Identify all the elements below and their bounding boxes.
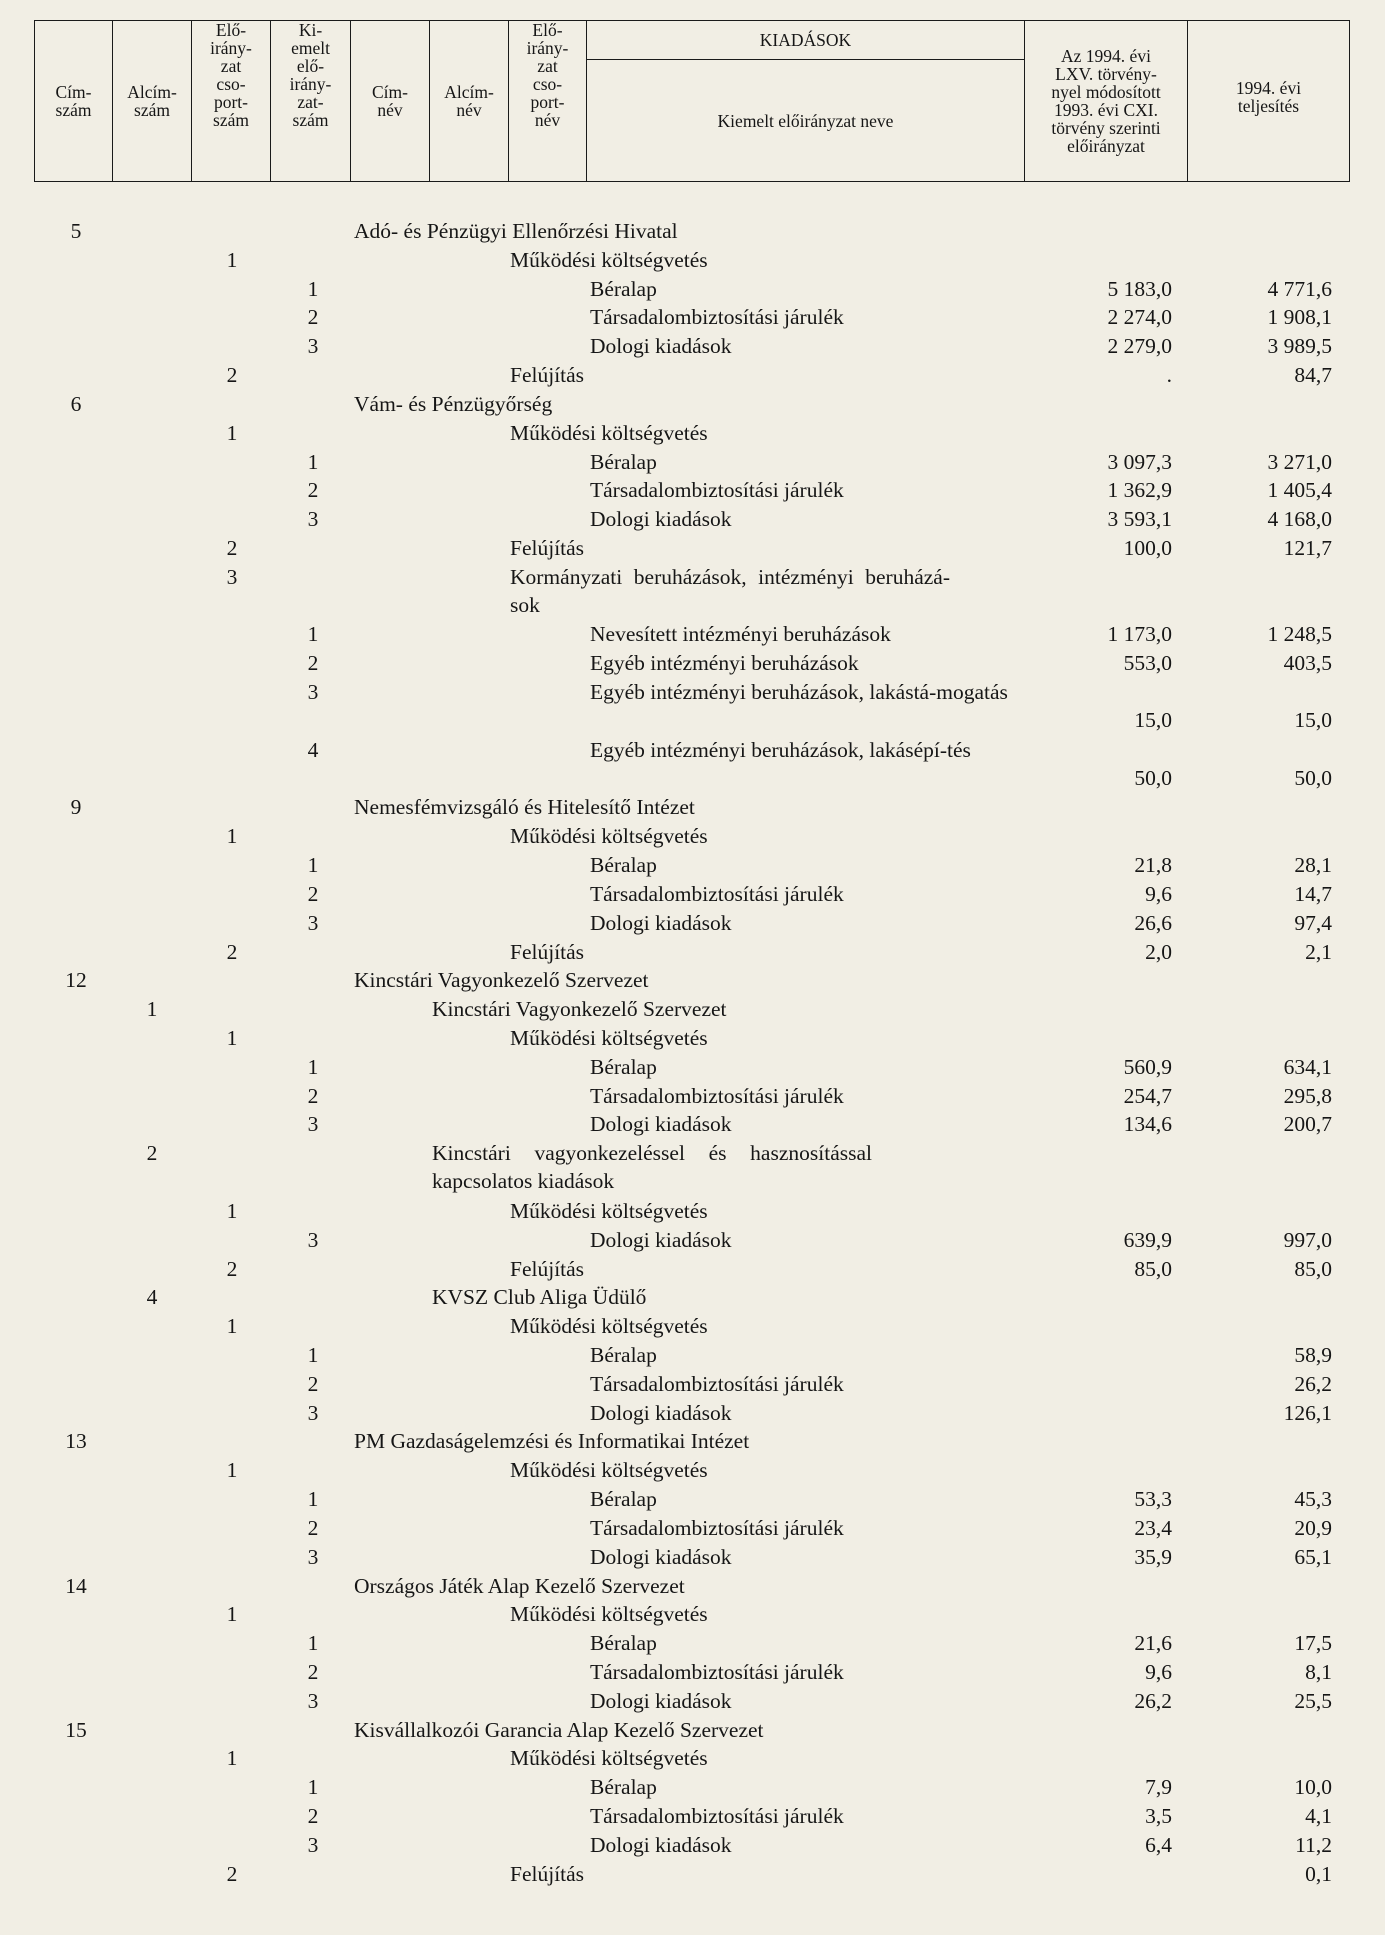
- kiemelt-eloiranyzat-number: 3: [307, 1112, 319, 1137]
- teljesites-value: 1 405,4: [1267, 478, 1332, 503]
- eloiranyzat-value: 21,8: [1134, 853, 1172, 878]
- eloiranyzat-value: 639,9: [1123, 1227, 1172, 1252]
- item-name: Dologi kiadások: [590, 334, 732, 359]
- item-name: Kincstári Vagyonkezelő Szervezet: [354, 968, 649, 993]
- table-row: [0, 217, 1385, 245]
- eloiranyzat-value: 2,0: [1145, 939, 1172, 964]
- item-name: Társadalombiztosítási járulék: [590, 305, 844, 330]
- table-row: [0, 1543, 1385, 1571]
- header-alcim-szam: Alcím- szám: [113, 21, 192, 182]
- kiemelt-eloiranyzat-number: 3: [307, 334, 319, 359]
- table-row: [0, 275, 1385, 303]
- header-eloiranyzat-csoport-nev: Elő- irány- zat cso- port- név: [509, 21, 587, 182]
- table-row: [0, 1658, 1385, 1686]
- table-row: [0, 1629, 1385, 1657]
- table-row: [0, 476, 1385, 504]
- kiemelt-eloiranyzat-number: 1: [307, 449, 319, 474]
- kiemelt-eloiranyzat-number: 1: [307, 1487, 319, 1512]
- teljesites-value: 85,0: [1294, 1256, 1332, 1281]
- header-alcim-nev: Alcím- név: [430, 21, 509, 182]
- item-name: Egyéb intézményi beruházások, lakástá-mogatás: [590, 680, 1008, 705]
- kiemelt-eloiranyzat-number: 2: [307, 1660, 319, 1684]
- table-row: [0, 1716, 1385, 1744]
- item-name: Nevesített intézményi beruházások: [590, 622, 891, 647]
- eloiranyzat-value: 26,6: [1134, 910, 1172, 935]
- item-name: PM Gazdaságelemzési és Informatikai Intézet: [354, 1429, 750, 1454]
- table-row: [0, 332, 1385, 360]
- eloiranyzat-value: 1 362,9: [1107, 478, 1172, 503]
- item-name: Kincstári Vagyonkezelő Szervezet: [432, 997, 727, 1022]
- item-name: Béralap: [590, 1487, 657, 1512]
- alcim-number: 2: [146, 1141, 158, 1166]
- kiemelt-eloiranyzat-number: 1: [307, 853, 319, 878]
- table-row: [0, 1053, 1385, 1081]
- cim-number: 13: [65, 1429, 87, 1454]
- item-name: Társadalombiztosítási járulék: [590, 1083, 844, 1108]
- table-row: [0, 419, 1385, 447]
- item-name: Béralap: [590, 1054, 657, 1079]
- kiemelt-eloiranyzat-number: 1: [307, 1775, 319, 1800]
- table-row: [0, 1802, 1385, 1830]
- eloiranyzat-value: .: [1166, 363, 1172, 388]
- eloiranyzat-csoport-number: 1: [226, 247, 238, 272]
- table-row: [0, 448, 1385, 476]
- kiemelt-eloiranyzat-number: 2: [307, 881, 319, 906]
- teljesites-value: 3 989,5: [1267, 334, 1332, 359]
- table-row: [0, 1687, 1385, 1715]
- table-row: [0, 505, 1385, 533]
- item-name: Dologi kiadások: [590, 910, 732, 935]
- eloiranyzat-csoport-number: 1: [226, 1025, 238, 1050]
- eloiranyzat-value: 6,4: [1145, 1832, 1172, 1857]
- teljesites-value: 997,0: [1283, 1227, 1332, 1252]
- item-name: Társadalombiztosítási járulék: [590, 881, 844, 906]
- teljesites-value: 295,8: [1283, 1083, 1332, 1108]
- item-name: Dologi kiadások: [590, 1544, 732, 1569]
- header-kiadasok: KIADÁSOK: [587, 21, 1025, 60]
- table-row: [0, 563, 1385, 619]
- eloiranyzat-value: 21,6: [1134, 1631, 1172, 1656]
- item-name: KVSZ Club Aliga Üdülő: [432, 1285, 647, 1310]
- header-teljesites: 1994. évi teljesítés: [1188, 21, 1350, 182]
- table-row: [0, 1514, 1385, 1542]
- item-name: Felújítás: [510, 536, 585, 561]
- item-name: Kormányzati beruházások, intézményi beruházá-sok: [510, 564, 950, 617]
- item-name: Működési költségvetés: [510, 1314, 708, 1339]
- table-row: [0, 361, 1385, 389]
- table-row: [0, 1456, 1385, 1484]
- eloiranyzat-value: 3 593,1: [1107, 507, 1172, 532]
- table-row: [0, 1860, 1385, 1888]
- kiemelt-eloiranyzat-number: 1: [307, 1342, 319, 1367]
- item-name: Társadalombiztosítási járulék: [590, 1515, 844, 1540]
- table-row: [0, 390, 1385, 418]
- table-row: [0, 1024, 1385, 1052]
- table-row: [0, 1283, 1385, 1311]
- eloiranyzat-value: 9,6: [1145, 881, 1172, 906]
- cim-number: 5: [70, 219, 82, 243]
- eloiranyzat-value: 2 279,0: [1107, 334, 1172, 359]
- teljesites-value: 28,1: [1294, 853, 1332, 878]
- item-name: Működési költségvetés: [510, 824, 708, 849]
- kiemelt-eloiranyzat-number: 2: [307, 651, 319, 676]
- kiemelt-eloiranyzat-number: 3: [307, 1227, 319, 1252]
- table-row: [0, 1773, 1385, 1801]
- teljesites-value: 403,5: [1283, 651, 1332, 676]
- eloiranyzat-value: 15,0: [1134, 708, 1172, 733]
- teljesites-value: 4,1: [1305, 1804, 1332, 1829]
- item-name: Felújítás: [510, 363, 585, 388]
- eloiranyzat-value: 85,0: [1134, 1256, 1172, 1281]
- item-name: Társadalombiztosítási járulék: [590, 1371, 844, 1396]
- eloiranyzat-csoport-number: 2: [226, 1256, 238, 1281]
- table-row: [0, 534, 1385, 562]
- item-name: Béralap: [590, 1775, 657, 1800]
- teljesites-value: 50,0: [1294, 765, 1332, 790]
- eloiranyzat-value: 35,9: [1134, 1544, 1172, 1569]
- teljesites-value: 15,0: [1294, 708, 1332, 733]
- teljesites-value: 45,3: [1294, 1487, 1332, 1512]
- table-row: [0, 1572, 1385, 1600]
- table-row: [0, 1485, 1385, 1513]
- teljesites-value: 2,1: [1305, 939, 1332, 964]
- eloiranyzat-csoport-number: 2: [226, 1861, 238, 1886]
- eloiranyzat-value: 23,4: [1134, 1515, 1172, 1540]
- item-name: Felújítás: [510, 1256, 585, 1281]
- table-row: [0, 1600, 1385, 1628]
- item-name: Béralap: [590, 276, 657, 301]
- item-name: Vám- és Pénzügyőrség: [354, 391, 553, 416]
- table-row: [0, 649, 1385, 677]
- eloiranyzat-csoport-number: 2: [226, 363, 238, 388]
- kiemelt-eloiranyzat-number: 3: [307, 507, 319, 532]
- item-name: Dologi kiadások: [590, 1112, 732, 1137]
- eloiranyzat-value: 1 173,0: [1107, 622, 1172, 647]
- teljesites-value: 0,1: [1305, 1861, 1332, 1886]
- item-name: Működési költségvetés: [510, 1746, 708, 1771]
- table-row: [0, 880, 1385, 908]
- eloiranyzat-value: 5 183,0: [1107, 276, 1172, 301]
- kiemelt-eloiranyzat-number: 3: [307, 1688, 319, 1713]
- header-cim-szam: Cím- szám: [35, 21, 113, 182]
- table-row: [0, 1312, 1385, 1340]
- table-row: [0, 995, 1385, 1023]
- kiemelt-eloiranyzat-number: 3: [307, 680, 319, 705]
- cim-number: 15: [65, 1717, 87, 1742]
- item-name: Dologi kiadások: [590, 1832, 732, 1857]
- table-row: [0, 736, 1385, 792]
- teljesites-value: 126,1: [1283, 1400, 1332, 1425]
- eloiranyzat-value: 7,9: [1145, 1775, 1172, 1800]
- eloiranyzat-value: 553,0: [1123, 651, 1172, 676]
- table-row: [0, 246, 1385, 274]
- table-row: [0, 966, 1385, 994]
- table-row: [0, 1255, 1385, 1283]
- kiemelt-eloiranyzat-number: 1: [307, 1054, 319, 1079]
- table-row: [0, 1744, 1385, 1772]
- eloiranyzat-csoport-number: 1: [226, 1458, 238, 1483]
- kiemelt-eloiranyzat-number: 3: [307, 1544, 319, 1569]
- table-row: [0, 822, 1385, 850]
- header-modositott-eloiranyzat: Az 1994. évi LXV. törvény- nyel módosított 1993. évi CXI. törvény szerinti előirányzat: [1025, 21, 1188, 182]
- item-name: Kincstári vagyonkezeléssel és hasznosítással kapcsolatos kiadások: [432, 1141, 872, 1194]
- table-row: [0, 1082, 1385, 1110]
- item-name: Működési költségvetés: [510, 420, 708, 445]
- teljesites-value: 10,0: [1294, 1775, 1332, 1800]
- item-name: Felújítás: [510, 939, 585, 964]
- eloiranyzat-value: 3 097,3: [1107, 449, 1172, 474]
- teljesites-value: 4 168,0: [1267, 507, 1332, 532]
- item-name: Működési költségvetés: [510, 1602, 708, 1627]
- table-row: [0, 1831, 1385, 1859]
- teljesites-value: 4 771,6: [1267, 276, 1332, 301]
- table-row: [0, 851, 1385, 879]
- item-name: Működési költségvetés: [510, 247, 708, 272]
- eloiranyzat-value: 254,7: [1123, 1083, 1172, 1108]
- table-row: [0, 1139, 1385, 1195]
- item-name: Felújítás: [510, 1861, 585, 1886]
- kiemelt-eloiranyzat-number: 3: [307, 1400, 319, 1425]
- teljesites-value: 1 908,1: [1267, 305, 1332, 330]
- table-row: [0, 1341, 1385, 1369]
- item-name: Béralap: [590, 1631, 657, 1656]
- eloiranyzat-value: 134,6: [1123, 1112, 1172, 1137]
- eloiranyzat-csoport-number: 2: [226, 939, 238, 964]
- item-name: Társadalombiztosítási járulék: [590, 478, 844, 503]
- table-row: [0, 303, 1385, 331]
- item-name: Béralap: [590, 1342, 657, 1367]
- item-name: Dologi kiadások: [590, 507, 732, 532]
- kiemelt-eloiranyzat-number: 3: [307, 910, 319, 935]
- teljesites-value: 58,9: [1294, 1342, 1332, 1367]
- kiemelt-eloiranyzat-number: 2: [307, 1804, 319, 1829]
- eloiranyzat-csoport-number: 1: [226, 1746, 238, 1771]
- teljesites-value: 14,7: [1294, 881, 1332, 906]
- table-row: [0, 1370, 1385, 1398]
- teljesites-value: 634,1: [1283, 1054, 1332, 1079]
- kiemelt-eloiranyzat-number: 2: [307, 1371, 319, 1396]
- eloiranyzat-csoport-number: 1: [226, 1602, 238, 1627]
- kiemelt-eloiranyzat-number: 2: [307, 1083, 319, 1108]
- header-eloiranyzat-csoport-szam: Elő- irány- zat cso- port- szám: [192, 21, 271, 182]
- item-name: Társadalombiztosítási járulék: [590, 1804, 844, 1829]
- teljesites-value: 3 271,0: [1267, 449, 1332, 474]
- kiemelt-eloiranyzat-number: 1: [307, 622, 319, 647]
- alcim-number: 1: [146, 997, 158, 1022]
- kiemelt-eloiranyzat-number: 3: [307, 1832, 319, 1857]
- item-name: Egyéb intézményi beruházások, lakásépí-tés: [590, 737, 971, 762]
- item-name: Nemesfémvizsgáló és Hitelesítő Intézet: [354, 795, 695, 820]
- kiemelt-eloiranyzat-number: 2: [307, 305, 319, 330]
- item-name: Társadalombiztosítási járulék: [590, 1660, 844, 1684]
- table-row: [0, 1197, 1385, 1225]
- teljesites-value: 20,9: [1294, 1515, 1332, 1540]
- kiemelt-eloiranyzat-number: 2: [307, 1515, 319, 1540]
- eloiranyzat-value: 9,6: [1145, 1660, 1172, 1684]
- item-name: Működési költségvetés: [510, 1458, 708, 1483]
- header-cim-nev: Cím- név: [351, 21, 430, 182]
- teljesites-value: 200,7: [1283, 1112, 1332, 1137]
- cim-number: 14: [65, 1573, 87, 1598]
- alcim-number: 4: [146, 1285, 158, 1310]
- item-name: Dologi kiadások: [590, 1227, 732, 1252]
- eloiranyzat-value: 100,0: [1123, 536, 1172, 561]
- teljesites-value: 84,7: [1294, 363, 1332, 388]
- item-name: Egyéb intézményi beruházások: [590, 651, 859, 676]
- eloiranyzat-csoport-number: 3: [226, 564, 238, 589]
- teljesites-value: 11,2: [1295, 1832, 1332, 1857]
- header-kiemelt-eloiranyzat-neve: Kiemelt előirányzat neve: [587, 60, 1025, 182]
- eloiranyzat-value: 560,9: [1123, 1054, 1172, 1079]
- eloiranyzat-value: 53,3: [1134, 1487, 1172, 1512]
- cim-number: 12: [65, 968, 87, 993]
- table-row: [0, 909, 1385, 937]
- eloiranyzat-csoport-number: 1: [226, 1198, 238, 1223]
- item-name: Működési költségvetés: [510, 1025, 708, 1050]
- teljesites-value: 121,7: [1283, 536, 1332, 561]
- teljesites-value: 1 248,5: [1267, 622, 1332, 647]
- table-row: [0, 678, 1385, 734]
- item-name: Béralap: [590, 449, 657, 474]
- item-name: Kisvállalkozói Garancia Alap Kezelő Szervezet: [354, 1717, 764, 1742]
- eloiranyzat-value: 3,5: [1145, 1804, 1172, 1829]
- eloiranyzat-csoport-number: 1: [226, 1314, 238, 1339]
- table-row: [0, 793, 1385, 821]
- item-name: Dologi kiadások: [590, 1688, 732, 1713]
- cim-number: 6: [70, 391, 82, 416]
- teljesites-value: 97,4: [1294, 910, 1332, 935]
- table-row: [0, 1110, 1385, 1138]
- table-row: [0, 1399, 1385, 1427]
- eloiranyzat-value: 2 274,0: [1107, 305, 1172, 330]
- teljesites-value: 17,5: [1294, 1631, 1332, 1656]
- eloiranyzat-csoport-number: 1: [226, 420, 238, 445]
- item-name: Adó- és Pénzügyi Ellenőrzési Hivatal: [354, 219, 678, 243]
- header-kiemelt-eloiranyzat-szam: Ki- emelt elő- irány- zat- szám: [271, 21, 351, 182]
- kiemelt-eloiranyzat-number: 2: [307, 478, 319, 503]
- teljesites-value: 25,5: [1294, 1688, 1332, 1713]
- item-name: Béralap: [590, 853, 657, 878]
- item-name: Dologi kiadások: [590, 1400, 732, 1425]
- item-name: Működési költségvetés: [510, 1198, 708, 1223]
- table-row: [0, 938, 1385, 966]
- eloiranyzat-csoport-number: 1: [226, 824, 238, 849]
- item-name: Országos Játék Alap Kezelő Szervezet: [354, 1573, 685, 1598]
- table-row: [0, 620, 1385, 648]
- cim-number: 9: [70, 795, 82, 820]
- table-row: [0, 1427, 1385, 1455]
- teljesites-value: 8,1: [1305, 1660, 1332, 1684]
- kiemelt-eloiranyzat-number: 1: [307, 1631, 319, 1656]
- eloiranyzat-csoport-number: 2: [226, 536, 238, 561]
- kiemelt-eloiranyzat-number: 4: [307, 737, 319, 762]
- eloiranyzat-value: 50,0: [1134, 765, 1172, 790]
- teljesites-value: 26,2: [1294, 1371, 1332, 1396]
- eloiranyzat-value: 26,2: [1134, 1688, 1172, 1713]
- teljesites-value: 65,1: [1294, 1544, 1332, 1569]
- kiemelt-eloiranyzat-number: 1: [307, 276, 319, 301]
- table-row: [0, 1226, 1385, 1254]
